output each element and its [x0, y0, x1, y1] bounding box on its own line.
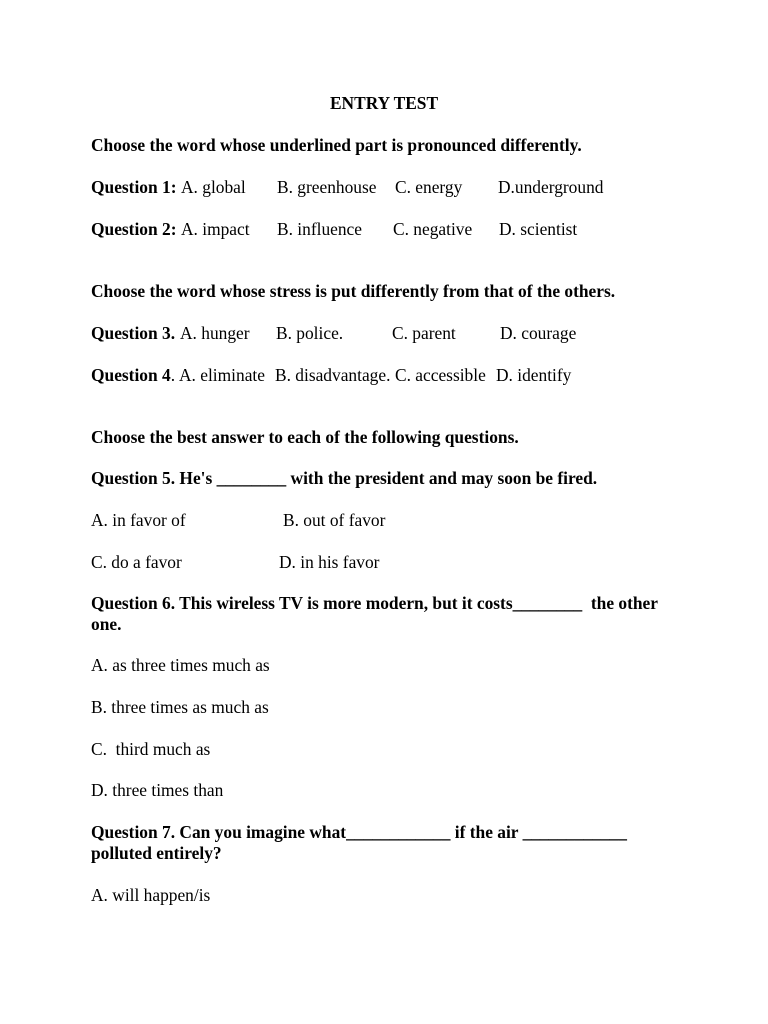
- option-b: B. out of favor: [283, 510, 386, 530]
- option-b: B. three times as much as: [91, 697, 269, 717]
- option-b: B. influence: [277, 219, 362, 239]
- question-label: Question 2:: [91, 219, 177, 239]
- option-a: A. in favor of: [91, 510, 186, 530]
- option-c: C. negative: [393, 219, 473, 239]
- option-a: A. will happen/is: [91, 885, 211, 905]
- section-1-heading: Choose the word whose underlined part is pronounced differently.: [91, 135, 582, 155]
- option-a: A. impact: [181, 219, 250, 239]
- option-d: D. identify: [496, 365, 572, 385]
- question-7-stem: Question 7. Can you imagine what____________ if the air ____________ polluted entirely?: [91, 822, 632, 863]
- option-b: B. greenhouse: [277, 177, 377, 197]
- option-d: D. three times than: [91, 780, 224, 800]
- question-3: [0, 323, 768, 344]
- option-b: B. disadvantage.: [275, 365, 391, 385]
- question-label: Question 3.: [91, 323, 176, 343]
- question-2: [0, 219, 768, 240]
- option-d: D.underground: [498, 177, 604, 197]
- question-5-options-row-1: [0, 510, 768, 531]
- option-c: C. do a favor: [91, 552, 182, 572]
- section-3-heading: Choose the best answer to each of the following questions.: [91, 427, 519, 447]
- question-label-group: [91, 365, 175, 386]
- section-2-heading: Choose the word whose stress is put differently from that of the others.: [91, 281, 616, 301]
- option-a: A. as three times much as: [91, 655, 270, 675]
- question-5-options-row-2: [0, 552, 768, 573]
- question-label: Question 4: [91, 365, 171, 385]
- question-4: [0, 365, 768, 386]
- option-d: D. scientist: [499, 219, 578, 239]
- question-6-stem: Question 6. This wireless TV is more modern, but it costs________ the other one.: [91, 593, 663, 634]
- question-1: [0, 177, 768, 198]
- question-5-stem: Question 5. He's ________ with the president and may soon be fired.: [91, 468, 598, 488]
- option-c: C. energy: [395, 177, 463, 197]
- option-d: D. in his favor: [279, 552, 380, 572]
- option-a: A. hunger: [180, 323, 250, 343]
- option-c: C. accessible: [395, 365, 486, 385]
- option-c: C. third much as: [91, 739, 211, 759]
- option-a: A. global: [181, 177, 246, 197]
- option-c: C. parent: [392, 323, 456, 343]
- question-label: Question 1:: [91, 177, 177, 197]
- option-d: D. courage: [500, 323, 577, 343]
- question-label-punctuation: .: [170, 365, 176, 385]
- test-title: ENTRY TEST: [329, 93, 439, 113]
- option-a: A. eliminate: [179, 365, 265, 385]
- option-b: B. police.: [276, 323, 344, 343]
